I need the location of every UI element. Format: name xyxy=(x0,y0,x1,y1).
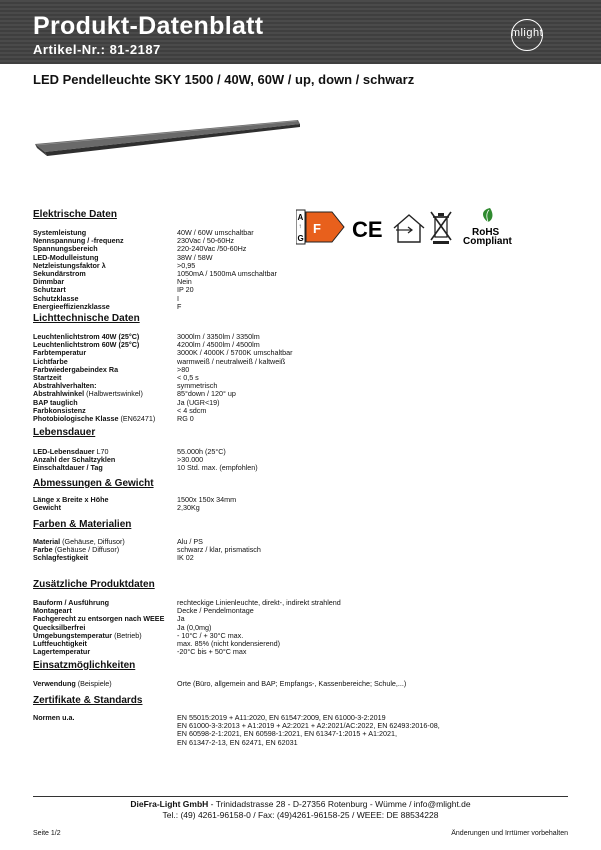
section-title: Lichttechnische Daten xyxy=(33,313,140,324)
spec-label-text: Dimmbar xyxy=(33,277,65,287)
spec-value: 1500x 150x 34mm xyxy=(177,495,237,504)
spec-label-text: Schutzklasse xyxy=(33,293,79,303)
spec-row xyxy=(33,303,578,311)
energy-scale-top: A xyxy=(297,213,304,222)
spec-label-text: Farbkonsistenz xyxy=(33,405,86,415)
spec-label xyxy=(33,504,61,512)
spec-label-text: Material xyxy=(33,537,61,546)
spec-row xyxy=(33,632,578,640)
energy-scale-bottom: G xyxy=(297,234,304,243)
spec-value: EN 60598-2-1:2021, EN 60598-1:2021, EN 61347-1:2015 + A1:2021, xyxy=(177,729,397,739)
spec-row xyxy=(33,278,578,286)
spec-row xyxy=(33,546,578,554)
footer-address: - Trinidadstrasse 28 - D-27356 Rotenburg - Wümme / info@mlight.de xyxy=(208,799,471,809)
spec-value: >30.000 xyxy=(177,455,204,465)
spec-value: max. 85% (nicht kondensierend) xyxy=(177,639,281,648)
spec-value: Ja xyxy=(177,614,185,624)
spec-label-note: L70 xyxy=(94,447,109,456)
spec-row xyxy=(33,399,578,407)
spec-label-text: Umgebungstemperatur xyxy=(33,630,113,640)
spec-row xyxy=(33,599,578,607)
spec-label-text: Photobiologische Klasse xyxy=(33,414,119,423)
spec-label-text: Bauform / Ausführung xyxy=(33,598,109,607)
document-title: Produkt-Datenblatt xyxy=(33,12,264,40)
spec-row xyxy=(33,504,578,512)
spec-label xyxy=(33,464,103,472)
spec-row xyxy=(33,349,578,357)
spec-label-text: Schlagfestigkeit xyxy=(33,553,89,563)
spec-row xyxy=(33,554,578,562)
spec-value: < 4 sdcm xyxy=(177,405,207,415)
article-number: Artikel-Nr.: 81-2187 xyxy=(33,42,161,57)
spec-label-text: Gewicht xyxy=(33,503,61,513)
spec-row xyxy=(33,648,578,656)
spec-value: F xyxy=(177,301,182,311)
footer-company: DieFra-Light GmbH xyxy=(130,799,209,809)
spec-label xyxy=(33,303,110,311)
spec-value: 55.000h (25°C) xyxy=(177,447,226,456)
spec-value: 85°down / 120° up xyxy=(177,389,236,399)
spec-label-text: Abstrahlwinkel xyxy=(33,389,85,399)
spec-value: Ja (0,0mg) xyxy=(177,622,212,632)
spec-label-text: Verwendung xyxy=(33,679,76,688)
spec-label-text: Leuchtenlichtstrom 60W (25°C) xyxy=(33,340,140,350)
spec-label xyxy=(33,648,90,656)
spec-label-text: Normen u.a. xyxy=(33,713,75,722)
spec-label-text: Systemleistung xyxy=(33,228,87,237)
spec-value: rechteckige Linienleuchte, direkt-, indirekt strahlend xyxy=(177,598,341,607)
section-title: Zusätzliche Produktdaten xyxy=(33,579,155,590)
spec-label-text: Netzleistungsfaktor λ xyxy=(33,260,106,270)
section-title: Abmessungen & Gewicht xyxy=(33,478,154,489)
spec-value: I xyxy=(177,293,179,303)
footer-divider xyxy=(33,796,568,797)
spec-value: - 10°C / + 30°C max. xyxy=(177,630,244,640)
spec-label-text: Fachgerecht zu entsorgen nach WEEE xyxy=(33,614,165,624)
spec-label-note: (EN62471) xyxy=(118,414,156,423)
spec-label-text: Nennspannung / -frequenz xyxy=(33,236,124,246)
spec-row xyxy=(33,464,578,472)
spec-value: RG 0 xyxy=(177,414,194,423)
spec-value: Decke / Pendelmontage xyxy=(177,606,254,616)
spec-label-text: Spannungsbereich xyxy=(33,244,98,254)
spec-value: Nein xyxy=(177,277,192,287)
spec-value: -20°C bis + 50°C max xyxy=(177,647,247,657)
spec-label-text: Länge x Breite x Höhe xyxy=(33,495,109,504)
spec-value: schwarz / klar, prismatisch xyxy=(177,545,261,555)
spec-label-note: (Gehäuse, Diffusor) xyxy=(60,537,125,546)
ce-mark-icon: CE xyxy=(352,217,383,242)
spec-label-text: Anzahl der Schaltzyklen xyxy=(33,455,116,465)
spec-label-note: (Betrieb) xyxy=(112,630,142,640)
spec-value: >80 xyxy=(177,364,190,374)
logo-text: mlight xyxy=(510,27,544,39)
disclaimer: Änderungen und Irrtümer vorbehalten xyxy=(451,830,568,837)
spec-label xyxy=(33,714,75,722)
footer-company-line xyxy=(0,799,601,809)
spec-value: 3000K / 4000K / 5700K umschaltbar xyxy=(177,348,293,358)
spec-label-text: Lagertemperatur xyxy=(33,647,91,657)
spec-row xyxy=(33,680,578,688)
spec-label-note: (Halbwertswinkel) xyxy=(84,389,143,399)
spec-value: 2,30Kg xyxy=(177,503,200,513)
spec-value: 3000lm / 3350lm / 3350lm xyxy=(177,332,260,341)
spec-label-text: Sekundärstrom xyxy=(33,269,86,278)
spec-value: Alu / PS xyxy=(177,537,203,546)
spec-value: 220-240Vac /50-60Hz xyxy=(177,244,247,254)
spec-label-text: LED-Modulleistung xyxy=(33,252,99,262)
spec-row xyxy=(33,496,578,504)
spec-row xyxy=(33,295,578,303)
spec-value: 10 Std. max. (empfohlen) xyxy=(177,463,258,473)
spec-row xyxy=(33,237,578,245)
spec-row xyxy=(33,262,578,270)
spec-value: 38W / 58W xyxy=(177,252,213,262)
spec-row xyxy=(33,374,578,382)
spec-value: 40W / 60W umschaltbar xyxy=(177,228,254,237)
spec-label-text: Schutzart xyxy=(33,285,66,295)
spec-label xyxy=(33,554,88,562)
footer-contact: Tel.: (49) 4261-96158-0 / Fax: (49)4261-96158-25 / WEEE: DE 88534228 xyxy=(162,810,439,820)
spec-value: IK 02 xyxy=(177,553,194,563)
section-title: Zertifikate & Standards xyxy=(33,695,143,706)
product-image xyxy=(33,104,303,164)
spec-value: >0,95 xyxy=(177,260,196,270)
spec-label-text: Leuchtenlichtstrom 40W (25°C) xyxy=(33,332,140,341)
spec-row xyxy=(33,730,578,738)
spec-value: < 0,5 s xyxy=(177,373,199,382)
spec-label-text: Farbe xyxy=(33,545,53,555)
spec-label-text: Lichtfarbe xyxy=(33,356,68,366)
spec-row xyxy=(33,286,578,294)
spec-row xyxy=(33,640,578,648)
spec-label-text: Farbwiedergabeindex Ra xyxy=(33,364,119,374)
spec-label-text: Startzeit xyxy=(33,373,62,382)
svg-text:↑: ↑ xyxy=(298,224,302,230)
spec-row xyxy=(33,245,578,253)
spec-value: EN 61000-3-3:2013 + A1:2019 + A2:2021 + A2:2021/AC:2022, EN 62493:2016-08, xyxy=(177,721,440,731)
spec-value: EN 61347-2-13, EN 62471, EN 62031 xyxy=(177,737,298,747)
page-number: Seite 1/2 xyxy=(33,830,61,837)
section-title: Elektrische Daten xyxy=(33,209,117,220)
spec-row xyxy=(33,341,578,349)
spec-label-text: LED-Lebensdauer xyxy=(33,447,95,456)
product-title: LED Pendelleuchte SKY 1500 / 40W, 60W / up, down / schwarz xyxy=(33,72,415,87)
header-band xyxy=(0,0,601,64)
spec-label-text: Quecksilberfrei xyxy=(33,622,86,632)
spec-label-note: (Beispiele) xyxy=(75,679,112,688)
spec-label-text: Montageart xyxy=(33,606,72,616)
section-title: Lebensdauer xyxy=(33,427,96,438)
spec-row xyxy=(33,615,578,623)
spec-row xyxy=(33,366,578,374)
spec-row xyxy=(33,390,578,398)
spec-label xyxy=(33,680,112,688)
spec-row xyxy=(33,415,578,423)
spec-label-text: Energieeffizienzklasse xyxy=(33,301,110,311)
spec-value: EN 55015:2019 + A11:2020, EN 61547:2009, EN 61000-3-2:2019 xyxy=(177,713,386,722)
spec-value: IP 20 xyxy=(177,285,194,295)
rohs-top-text: RoHS xyxy=(472,227,500,238)
section-title: Einsatzmöglichkeiten xyxy=(33,660,136,671)
spec-row xyxy=(33,739,578,747)
spec-row xyxy=(33,254,578,262)
spec-value: Ja (UGR<19) xyxy=(177,397,220,407)
spec-label xyxy=(33,415,155,423)
energy-class-letter: F xyxy=(313,221,321,236)
spec-value: warmweiß / neutralweiß / kaltweiß xyxy=(177,356,286,366)
spec-label-text: Abstrahlverhalten: xyxy=(33,381,97,391)
spec-value: 230Vac / 50-60Hz xyxy=(177,236,235,246)
spec-value: 4200lm / 4500lm / 4500lm xyxy=(177,340,260,350)
spec-label-text: BAP tauglich xyxy=(33,397,78,407)
spec-row xyxy=(33,270,578,278)
spec-row xyxy=(33,456,578,464)
spec-value: symmetrisch xyxy=(177,381,218,391)
spec-label-note: (Gehäuse / Diffusor) xyxy=(52,545,120,555)
spec-label-text: Farbtemperatur xyxy=(33,348,87,358)
spec-label-text: Luftfeuchtigkeit xyxy=(33,639,87,648)
spec-label-text: Einschaltdauer / Tag xyxy=(33,463,103,473)
rohs-bottom-text: Compliant xyxy=(463,236,512,247)
spec-value: Orte (Büro, allgemein and BAP; Empfangs-, Kassenbereiche; Schule,...) xyxy=(177,679,407,688)
section-title: Farben & Materialien xyxy=(33,519,132,530)
spec-value: 1050mA / 1500mA umschaltbar xyxy=(177,269,277,278)
